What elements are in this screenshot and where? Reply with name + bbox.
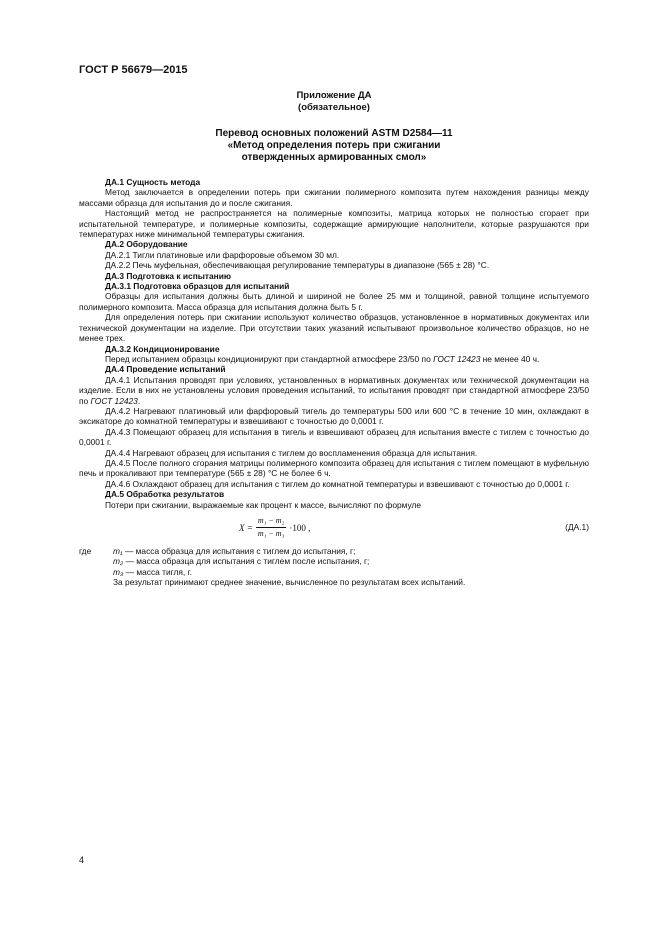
paragraph: Образцы для испытания должны быть длиной и шириной не более 25 мм и толщиной, равной толщине испытуемого полимерного композита. Масса образца для испытания должна быть 5 г. (79, 291, 589, 312)
var-description: — масса образца для испытания с тиглем до испытания, г; (122, 546, 356, 556)
section-heading: ДА.5 Обработка результатов (105, 489, 225, 500)
document-body (79, 177, 589, 588)
doc-title-line1: Перевод основных положений ASTM D2584—11 (215, 128, 453, 139)
formula-numerator: m₁ − m₂ (256, 516, 287, 528)
paragraph-test-conditions (79, 375, 589, 406)
text: . (137, 395, 141, 406)
section-heading: ДА.1 Сущность метода (105, 177, 201, 187)
paragraph: ДА.2.2 Печь муфельная, обеспечивающая регулирование температуры в диапазоне (565 ± 28) °С. (105, 260, 490, 271)
var-symbol: m₃ (113, 566, 124, 577)
text: Перед испытанием образцы кондиционируют при стандартной атмосфере 23/50 по (105, 353, 434, 364)
paragraph: ДА.4.3 Помещают образец для испытания в тигель и взвешивают образец для испытания вместе с тиглем с точностью до 0,0001 г. (79, 426, 589, 448)
paragraph: Потери при сжигании, выражаемые как процент к массе, вычисляют по формуле (105, 499, 422, 510)
doc-title-line3: отвержденных армированных смол» (241, 152, 427, 163)
formula-block (79, 512, 589, 544)
result-text: За результат принимают среднее значение, вычисленное по результатам всех испытаний. (113, 577, 466, 588)
legend-row (79, 556, 589, 566)
legend-row (79, 546, 589, 556)
text: ДА.4.1 Испытания проводят при условиях, установленных в нормативных документах или технической документации на изделие. Если в них не установлены условия проведения испытаний, то испытания проводят при стандартной атмосфере 23/50 по (79, 374, 589, 406)
standard-reference: ГОСТ 12423 (433, 353, 481, 364)
standard-header: ГОСТ Р 56679—2015 (79, 64, 188, 76)
subsection-heading: ДА.3.2 Кондиционирование (105, 343, 220, 354)
section-heading: ДА.4 Проведение испытаний (105, 364, 226, 375)
paragraph: Настоящий метод не распространяется на полимерные композиты, матрица которых не полностью сгорает при испытательной температуре, и полимерные композиты, содержащие армирующие наполнители, которые разрушаются при температурах ниже минимальной температуры сжигания. (79, 208, 589, 240)
paragraph: ДА.4.5 После полного сгорания матрицы полимерного композита образец для испытания с тиглем помещают в муфельную печь и прокаливают при температуре (565 ± 28) °С не более 6 ч. (79, 457, 589, 479)
variable-legend (79, 546, 589, 588)
formula-denominator: m₁ − m₃ (257, 529, 285, 539)
page-number: 4 (79, 855, 85, 865)
var-symbol: m₂ (113, 556, 124, 567)
subsection-heading: ДА.3.1 Подготовка образцов для испытаний (105, 281, 290, 292)
paragraph: ДА.4.6 Охлаждают образец для испытания с тиглем до комнатной температуры и взвешивают с точностью до 0,0001 г. (105, 478, 570, 489)
paragraph: ДА.2.1 Тигли платиновые или фарфоровые объемом 30 мл. (105, 249, 340, 260)
legend-row (79, 577, 589, 587)
section-heading: ДА.2 Оборудование (105, 239, 188, 250)
formula (239, 516, 310, 540)
appendix-title: Приложение ДА (296, 90, 372, 101)
formula-fraction (256, 516, 287, 540)
formula-factor: ·100 , (289, 522, 311, 533)
paragraph: Метод заключается в определении потерь при сжигании полимерного композита путем нахождения разницы между массами образца для испытания до и после сжигания. (79, 187, 589, 208)
var-symbol: m₁ (113, 546, 123, 556)
paragraph-conditioning (79, 354, 589, 364)
standard-reference: ГОСТ 12423 (90, 395, 138, 406)
var-description: — масса тигля, г. (123, 566, 192, 577)
section-heading: ДА.3 Подготовка к испытанию (105, 270, 232, 281)
paragraph: ДА.4.4 Нагревают образец для испытания с тиглем до воспламенения образца для испытания. (105, 447, 478, 458)
equation-number: (ДА.1) (565, 522, 589, 532)
appendix-status: (обязательное) (298, 102, 370, 113)
var-description: — масса образца для испытания с тиглем после испытания, г; (123, 556, 370, 567)
paragraph: Для определения потерь при сжигании используют количество образцов, установленное в нормативных документах или технической документации на изделие. При отсутствии таких указаний испытывают произвольное количество образцов, но не менее трех. (79, 312, 589, 344)
legend-row (79, 567, 589, 577)
formula-lhs: X = (239, 522, 253, 533)
text: не менее 40 ч. (480, 353, 540, 364)
doc-title-line2: «Метод определения потерь при сжигании (227, 140, 441, 151)
where-label: где (79, 546, 92, 556)
paragraph: ДА.4.2 Нагревают платиновый или фарфоровый тигель до температуры 500 или 600 °С в течение 10 мин, охлаждают в эксикаторе до комнатной температуры и взвешивают с точностью до 0,0001 г. (79, 405, 589, 427)
